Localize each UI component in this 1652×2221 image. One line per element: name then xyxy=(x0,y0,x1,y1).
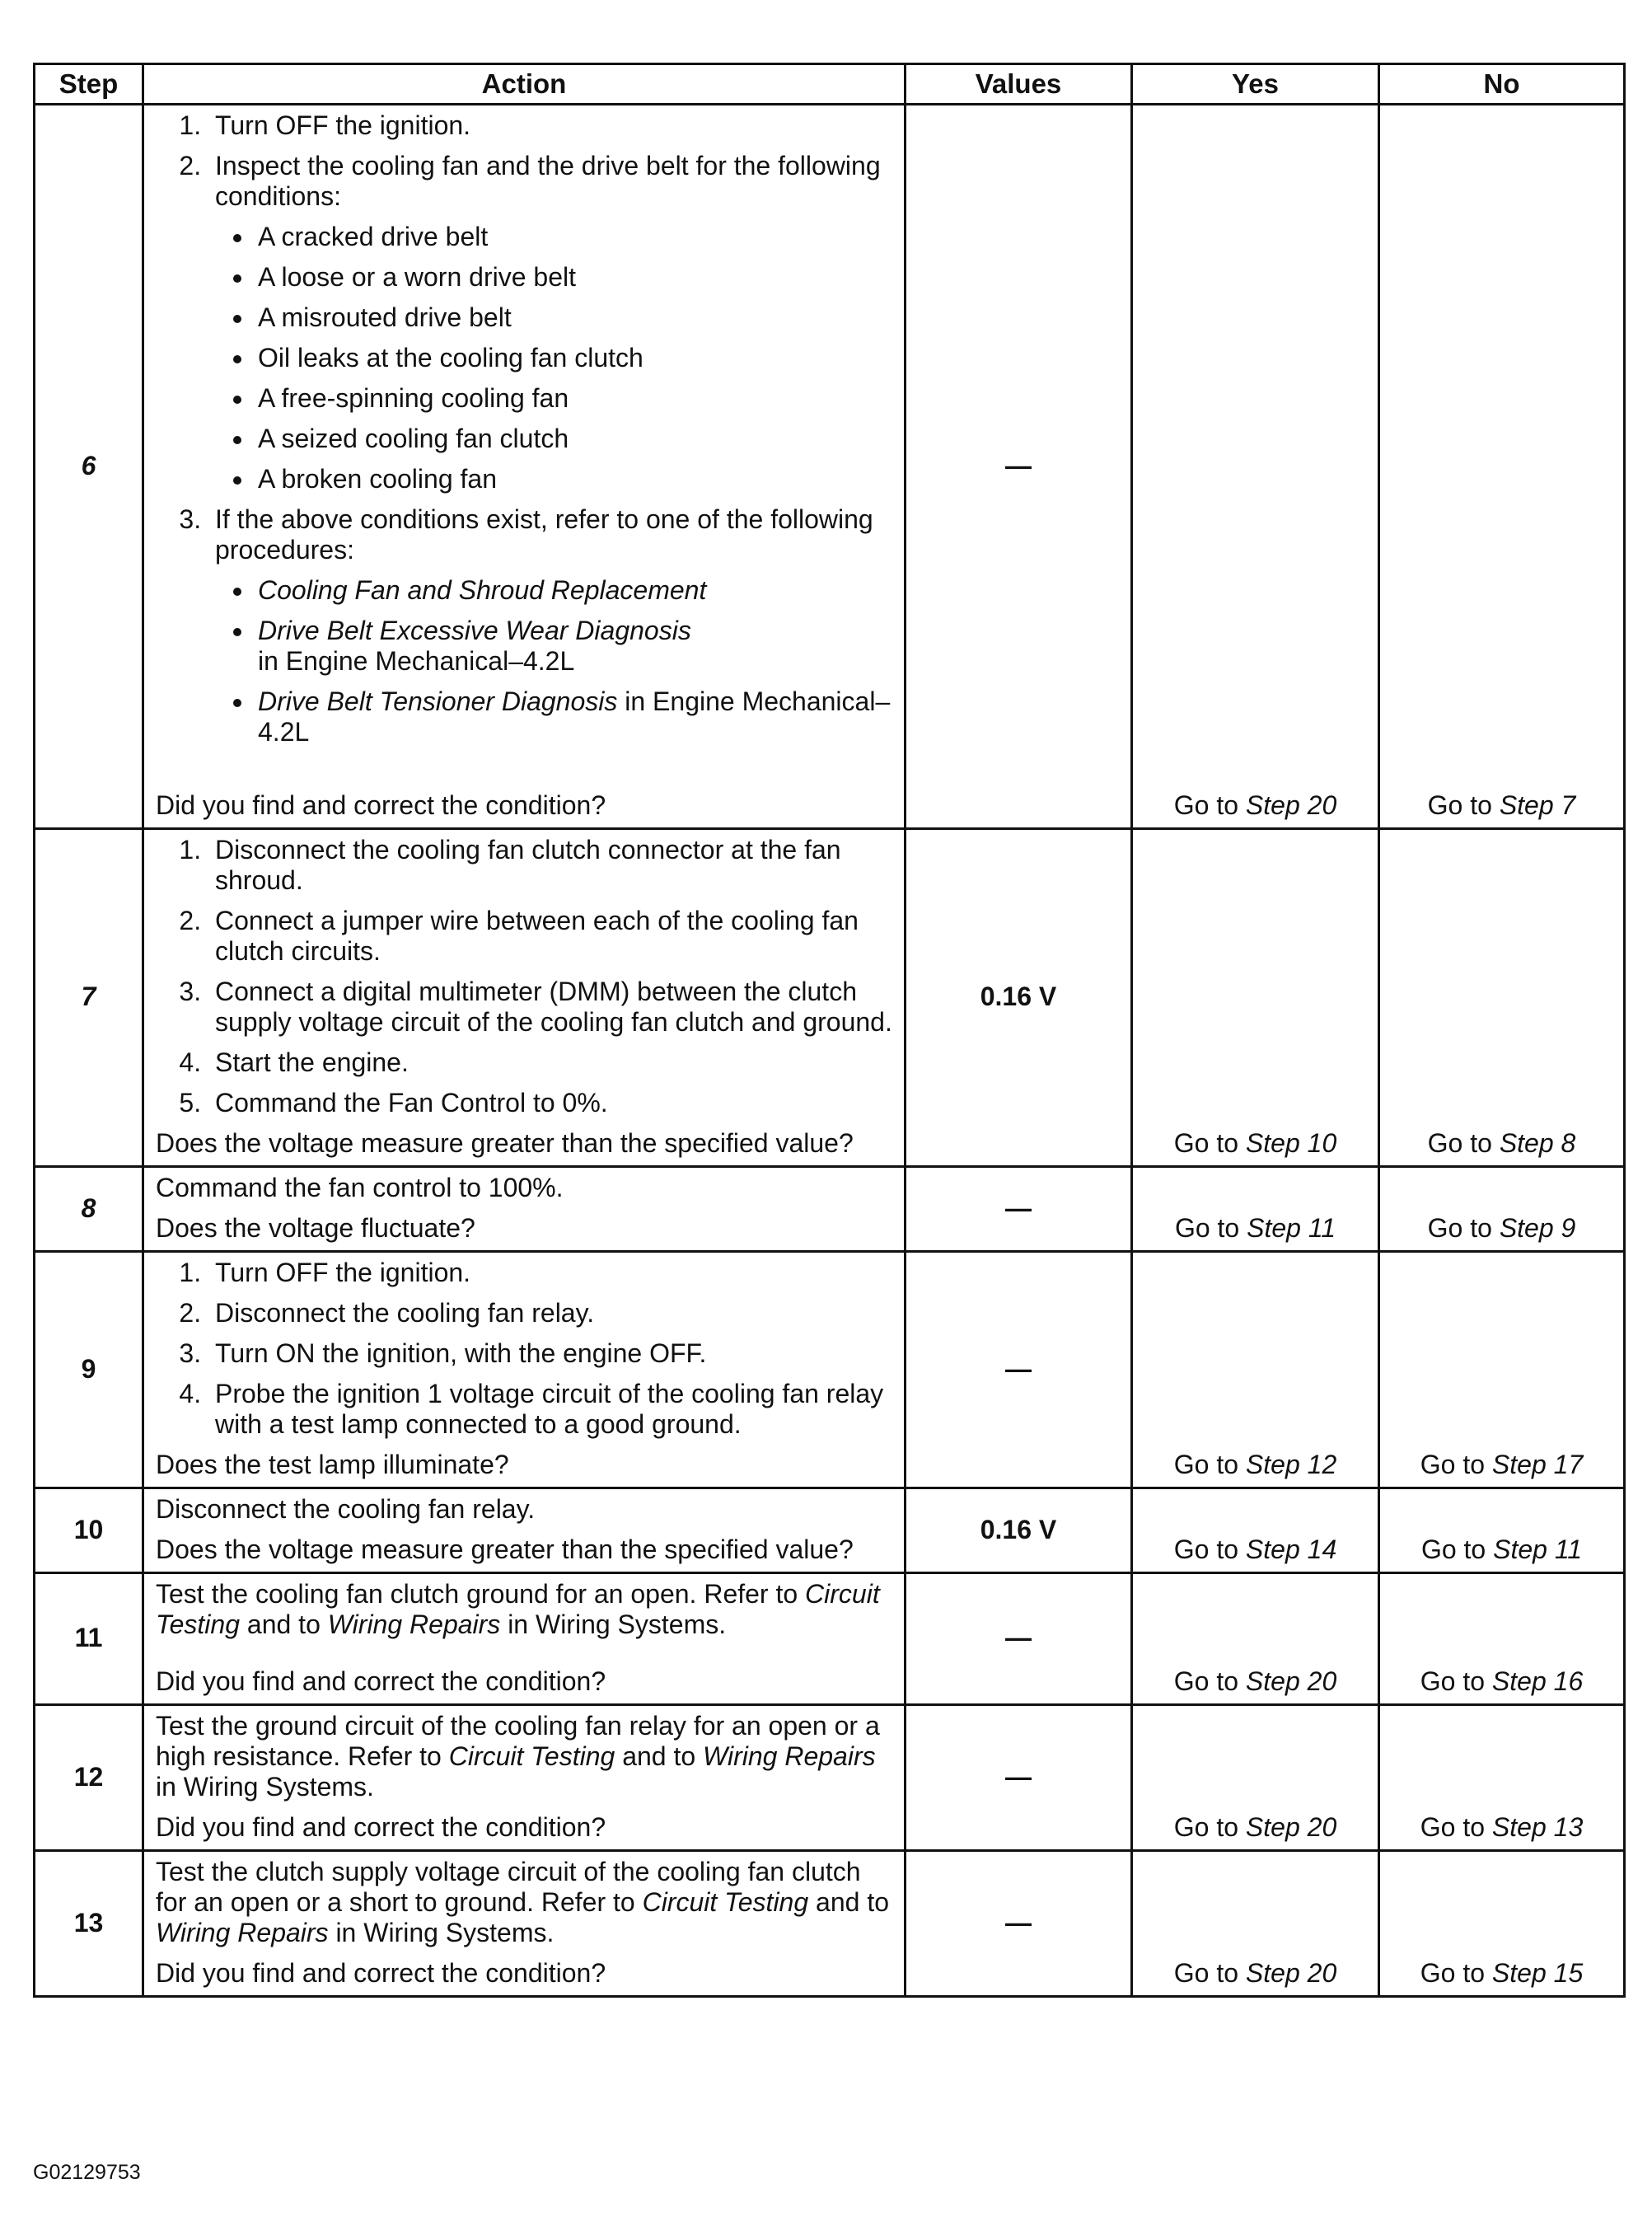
diagnostic-table xyxy=(33,63,1626,1998)
action-text: Disconnect the cooling fan relay. xyxy=(156,1494,536,1524)
value-cell: — xyxy=(906,1252,1132,1488)
value-cell: 0.16 V xyxy=(906,829,1132,1167)
question-text: Does the voltage fluctuate? xyxy=(156,1213,475,1243)
table-row xyxy=(35,1573,1625,1705)
procedure-item xyxy=(255,575,892,606)
procedure-location: in Engine Mechanical–4.2L xyxy=(258,646,575,676)
wiring-repairs-link[interactable]: Wiring Repairs xyxy=(156,1918,329,1947)
action-step xyxy=(208,151,892,494)
table-row xyxy=(35,105,1625,829)
yes-prefix: Go to xyxy=(1173,1535,1239,1564)
step-number: 7 xyxy=(35,829,143,1167)
action-step: 4. Probe the ignition 1 voltage circuit of the cooling fan relay with a test lamp connected to a good ground. xyxy=(208,1379,892,1440)
condition-item: • A misrouted drive belt xyxy=(255,302,892,333)
action-text-part: in Wiring Systems. xyxy=(156,1772,374,1802)
yes-cell xyxy=(1132,105,1379,829)
yes-cell xyxy=(1132,1167,1379,1252)
header-row xyxy=(35,64,1625,105)
action-step-text: If the above conditions exist, refer to one of the following procedures: xyxy=(215,504,873,565)
action-text-part: Test the ground circuit of the cooling fan relay for an open or a high resistance. Refer to xyxy=(156,1711,880,1771)
action-step: 1. Turn OFF the ignition. xyxy=(208,1258,892,1288)
no-prefix: Go to xyxy=(1427,1128,1492,1158)
action-cell xyxy=(143,1851,906,1997)
no-prefix: Go to xyxy=(1420,1666,1486,1696)
yes-step-link[interactable]: Step 11 xyxy=(1247,1213,1336,1243)
action-steps xyxy=(156,1258,892,1440)
action-cell xyxy=(143,829,906,1167)
action-step: 3. Turn ON the ignition, with the engine OFF. xyxy=(208,1338,892,1369)
value-cell: — xyxy=(906,1705,1132,1851)
figure-id: G02129753 xyxy=(33,2161,141,2184)
procedure-link[interactable]: Drive Belt Tensioner Diagnosis xyxy=(258,686,618,716)
no-prefix: Go to xyxy=(1420,1958,1486,1988)
action-cell xyxy=(143,1705,906,1851)
yes-prefix: Go to xyxy=(1173,1958,1239,1988)
no-step-link[interactable]: Step 16 xyxy=(1491,1666,1584,1696)
procedure-link[interactable]: Drive Belt Excessive Wear Diagnosis xyxy=(258,616,691,645)
yes-prefix: Go to xyxy=(1173,1450,1239,1479)
condition-item: • A free-spinning cooling fan xyxy=(255,383,892,414)
yes-step-link[interactable]: Step 20 xyxy=(1245,1812,1337,1842)
procedure-list xyxy=(215,575,892,747)
action-step: 3. Connect a digital multimeter (DMM) between the clutch supply voltage circuit of the cooling fan clutch and ground. xyxy=(208,977,892,1038)
condition-item: • A broken cooling fan xyxy=(255,464,892,494)
header-action: Action xyxy=(143,64,906,105)
action-text-part: in Wiring Systems. xyxy=(508,1610,727,1639)
condition-item: • A seized cooling fan clutch xyxy=(255,424,892,454)
action-text-part: and to xyxy=(622,1741,696,1771)
condition-item: • A cracked drive belt xyxy=(255,222,892,252)
procedure-location: in Engine Mechanical–4.2L xyxy=(258,686,891,747)
yes-cell xyxy=(1132,1705,1379,1851)
header-no: No xyxy=(1379,64,1625,105)
no-prefix: Go to xyxy=(1420,1450,1486,1479)
table-row xyxy=(35,1851,1625,1997)
yes-step-link[interactable]: Step 20 xyxy=(1245,1958,1337,1988)
yes-cell xyxy=(1132,829,1379,1167)
question-text: Does the voltage measure greater than the specified value? xyxy=(156,1535,854,1564)
value-cell: 0.16 V xyxy=(906,1488,1132,1573)
wiring-repairs-link[interactable]: Wiring Repairs xyxy=(327,1610,501,1639)
yes-cell xyxy=(1132,1573,1379,1705)
yes-step-link[interactable]: Step 10 xyxy=(1245,1128,1337,1158)
yes-prefix: Go to xyxy=(1173,1128,1239,1158)
value-cell: — xyxy=(906,1167,1132,1252)
no-prefix: Go to xyxy=(1427,790,1492,820)
action-text-part: Test the clutch supply voltage circuit of the cooling fan clutch for an open or a short to ground. Refer to xyxy=(156,1857,861,1917)
table-row xyxy=(35,1705,1625,1851)
no-step-link[interactable]: Step 13 xyxy=(1491,1812,1584,1842)
action-cell xyxy=(143,1488,906,1573)
action-text xyxy=(156,1857,892,1948)
value-cell: — xyxy=(906,1573,1132,1705)
table-row xyxy=(35,829,1625,1167)
action-cell xyxy=(143,1167,906,1252)
table-row xyxy=(35,1488,1625,1573)
no-cell xyxy=(1379,829,1625,1167)
no-step-link[interactable]: Step 7 xyxy=(1499,790,1576,820)
question-text: Did you find and correct the condition? xyxy=(156,1812,606,1842)
procedure-item xyxy=(255,686,892,747)
question-text: Did you find and correct the condition? xyxy=(156,1958,606,1988)
action-step: 1. Turn OFF the ignition. xyxy=(208,110,892,141)
circuit-testing-link[interactable]: Circuit Testing xyxy=(642,1887,809,1917)
step-number: 11 xyxy=(35,1573,143,1705)
value-cell: — xyxy=(906,105,1132,829)
step-number: 12 xyxy=(35,1705,143,1851)
procedure-link[interactable]: Cooling Fan and Shroud Replacement xyxy=(258,575,707,605)
procedure-item xyxy=(255,616,892,677)
header-values: Values xyxy=(906,64,1132,105)
action-cell xyxy=(143,105,906,829)
no-prefix: Go to xyxy=(1427,1213,1492,1243)
no-cell xyxy=(1379,1573,1625,1705)
no-cell xyxy=(1379,1851,1625,1997)
action-step: 4. Start the engine. xyxy=(208,1047,892,1078)
no-step-link[interactable]: Step 15 xyxy=(1491,1958,1584,1988)
yes-step-link[interactable]: Step 12 xyxy=(1245,1450,1337,1479)
action-text xyxy=(156,1579,892,1640)
yes-prefix: Go to xyxy=(1173,1812,1239,1842)
step-number: 9 xyxy=(35,1252,143,1488)
question-text: Did you find and correct the condition? xyxy=(156,790,606,820)
header-yes: Yes xyxy=(1132,64,1379,105)
action-text: Command the fan control to 100%. xyxy=(156,1173,564,1202)
action-cell xyxy=(143,1573,906,1705)
yes-cell xyxy=(1132,1252,1379,1488)
step-number: 13 xyxy=(35,1851,143,1997)
condition-item: • A loose or a worn drive belt xyxy=(255,262,892,293)
circuit-testing-link[interactable]: Circuit Testing xyxy=(156,1579,880,1639)
no-cell xyxy=(1379,1252,1625,1488)
yes-step-link[interactable]: Step 20 xyxy=(1245,1666,1337,1696)
action-step: 2. Disconnect the cooling fan relay. xyxy=(208,1298,892,1328)
no-cell xyxy=(1379,1167,1625,1252)
condition-item: • Oil leaks at the cooling fan clutch xyxy=(255,343,892,373)
question-text: Does the test lamp illuminate? xyxy=(156,1450,509,1479)
yes-cell xyxy=(1132,1488,1379,1573)
action-text-part: and to xyxy=(246,1610,321,1639)
question-text: Does the voltage measure greater than the specified value? xyxy=(156,1128,854,1158)
action-cell xyxy=(143,1252,906,1488)
header-step: Step xyxy=(35,64,143,105)
table-row xyxy=(35,1252,1625,1488)
yes-step-link[interactable]: Step 14 xyxy=(1245,1535,1337,1564)
step-number: 8 xyxy=(35,1167,143,1252)
action-steps xyxy=(156,835,892,1118)
table-row xyxy=(35,1167,1625,1252)
action-step xyxy=(208,504,892,747)
yes-prefix: Go to xyxy=(1173,1666,1239,1696)
action-text xyxy=(156,1711,892,1802)
action-step: 1. Disconnect the cooling fan clutch connector at the fan shroud. xyxy=(208,835,892,896)
no-step-link[interactable]: Step 11 xyxy=(1493,1535,1583,1564)
action-step-text: Inspect the cooling fan and the drive belt for the following conditions: xyxy=(215,151,881,211)
yes-prefix: Go to xyxy=(1174,1213,1240,1243)
no-cell xyxy=(1379,1705,1625,1851)
no-prefix: Go to xyxy=(1420,1812,1486,1842)
action-text-part: Test the cooling fan clutch ground for an open. Refer to xyxy=(156,1579,798,1609)
action-text-part: and to xyxy=(816,1887,889,1917)
no-step-link[interactable]: Step 8 xyxy=(1499,1128,1576,1158)
step-number: 6 xyxy=(35,105,143,829)
no-prefix: Go to xyxy=(1420,1535,1486,1564)
question-text: Did you find and correct the condition? xyxy=(156,1666,606,1696)
value-cell: — xyxy=(906,1851,1132,1997)
circuit-testing-link[interactable]: Circuit Testing xyxy=(448,1741,615,1771)
action-text-part: in Wiring Systems. xyxy=(335,1918,555,1947)
action-steps xyxy=(156,110,892,747)
step-number: 10 xyxy=(35,1488,143,1573)
no-step-link[interactable]: Step 17 xyxy=(1491,1450,1584,1479)
no-step-link[interactable]: Step 9 xyxy=(1499,1213,1576,1243)
yes-cell xyxy=(1132,1851,1379,1997)
yes-prefix: Go to xyxy=(1173,790,1239,820)
yes-step-link[interactable]: Step 20 xyxy=(1245,790,1337,820)
wiring-repairs-link[interactable]: Wiring Repairs xyxy=(703,1741,876,1771)
action-step: 2. Connect a jumper wire between each of the cooling fan clutch circuits. xyxy=(208,906,892,967)
condition-list xyxy=(215,222,892,494)
action-step: 5. Command the Fan Control to 0%. xyxy=(208,1088,892,1118)
no-cell xyxy=(1379,1488,1625,1573)
no-cell xyxy=(1379,105,1625,829)
